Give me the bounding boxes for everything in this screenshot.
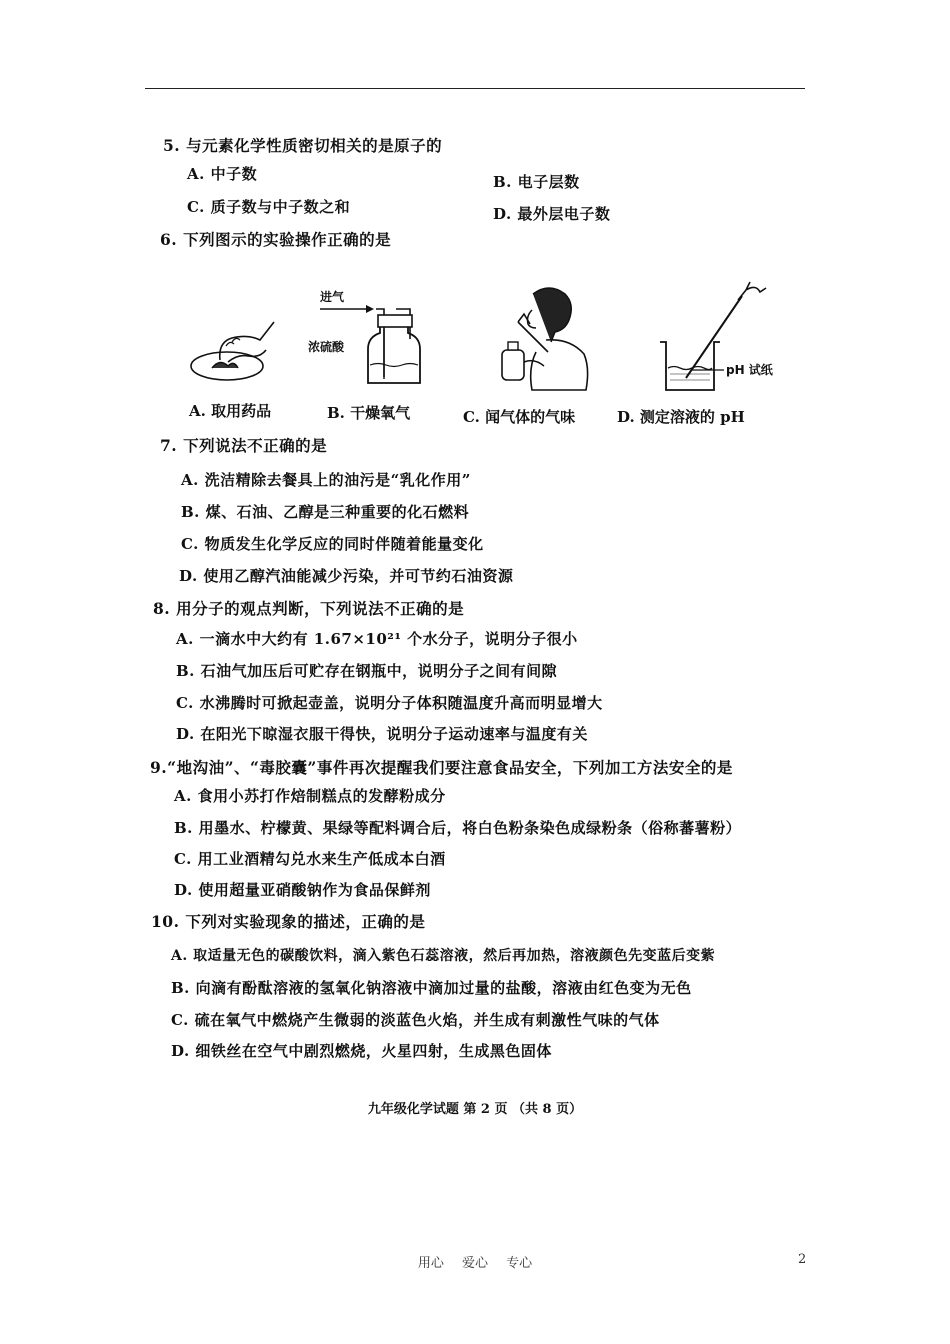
q9-option-a: A. 食用小苏打作焙制糕点的发酵粉成分 — [174, 787, 446, 805]
q9-option-d: D. 使用超量亚硝酸钠作为食品保鲜剂 — [174, 881, 431, 899]
acid-label: 浓硫酸 — [308, 340, 345, 354]
q8-option-a: A. 一滴水中大约有 1.67×10²¹ 个水分子，说明分子很小 — [176, 630, 578, 648]
q7-option-d: D. 使用乙醇汽油能减少污染，并可节约石油资源 — [179, 567, 514, 585]
q6-stem: 6. 下列图示的实验操作正确的是 — [160, 230, 392, 249]
q6-caption-b: B. 干燥氧气 — [327, 404, 411, 422]
q8-option-b: B. 石油气加压后可贮存在钢瓶中，说明分子之间有间隙 — [176, 662, 558, 680]
q10-option-a: A. 取适量无色的碳酸饮料，滴入紫色石蕊溶液，然后再加热，溶液颜色先变蓝后变紫 — [171, 948, 716, 964]
q5-option-b: B. 电子层数 — [493, 173, 580, 191]
bottom-motto: 用心 爱心 专心 — [417, 1256, 533, 1271]
q10-option-d: D. 细铁丝在空气中剧烈燃烧，火星四射，生成黑色固体 — [171, 1042, 552, 1060]
smelling-gas-figure — [488, 280, 598, 395]
hand-taking-reagent-figure — [182, 310, 282, 390]
q9-stem: 9.“地沟油”、“毒胶囊”事件再次提醒我们要注意食品安全，下列加工方法安全的是 — [150, 758, 733, 777]
header-rule — [145, 88, 805, 89]
q7-option-a: A. 洗洁精除去餐具上的油污是“乳化作用” — [181, 471, 471, 489]
ph-test-beaker-figure — [650, 278, 790, 403]
q8-option-d: D. 在阳光下晾湿衣服干得快，说明分子运动速率与温度有关 — [176, 725, 588, 743]
q10-option-c: C. 硫在氧气中燃烧产生微弱的淡蓝色火焰，并生成有刺激性气味的气体 — [171, 1011, 660, 1029]
q6-caption-c: C. 闻气体的气味 — [463, 408, 576, 426]
q6-caption-d: D. 测定溶液的 pH — [617, 408, 745, 426]
q7-stem: 7. 下列说法不正确的是 — [160, 436, 328, 455]
q5-option-a: A. 中子数 — [187, 165, 258, 183]
q7-option-c: C. 物质发生化学反应的同时伴随着能量变化 — [181, 535, 484, 553]
exam-page-footer: 九年级化学试题 第 2 页 （共 8 页） — [367, 1102, 583, 1117]
ph-paper-label: pH 试纸 — [726, 363, 773, 377]
q9-option-c: C. 用工业酒精勾兑水来生产低成本白酒 — [174, 850, 446, 868]
q5-stem: 5. 与元素化学性质密切相关的是原子的 — [163, 136, 443, 155]
q10-option-b: B. 向滴有酚酞溶液的氢氧化钠溶液中滴加过量的盐酸，溶液由红色变为无色 — [171, 979, 692, 997]
q6-caption-a: A. 取用药品 — [189, 402, 272, 420]
q5-option-d: D. 最外层电子数 — [493, 205, 611, 223]
q8-option-c: C. 水沸腾时可掀起壶盖，说明分子体积随温度升高而明显增大 — [176, 694, 603, 712]
inlet-label: 进气 — [320, 290, 345, 304]
q10-stem: 10. 下列对实验现象的描述，正确的是 — [151, 912, 426, 931]
q8-stem: 8. 用分子的观点判断，下列说法不正确的是 — [153, 599, 465, 618]
q7-option-b: B. 煤、石油、乙醇是三种重要的化石燃料 — [181, 503, 470, 521]
q5-option-c: C. 质子数与中子数之和 — [187, 198, 351, 216]
page-number: 2 — [798, 1252, 807, 1267]
gas-drying-bottle-figure — [300, 285, 430, 395]
q9-option-b: B. 用墨水、柠檬黄、果绿等配料调合后，将白色粉条染色成绿粉条（俗称蕃薯粉） — [174, 819, 742, 837]
